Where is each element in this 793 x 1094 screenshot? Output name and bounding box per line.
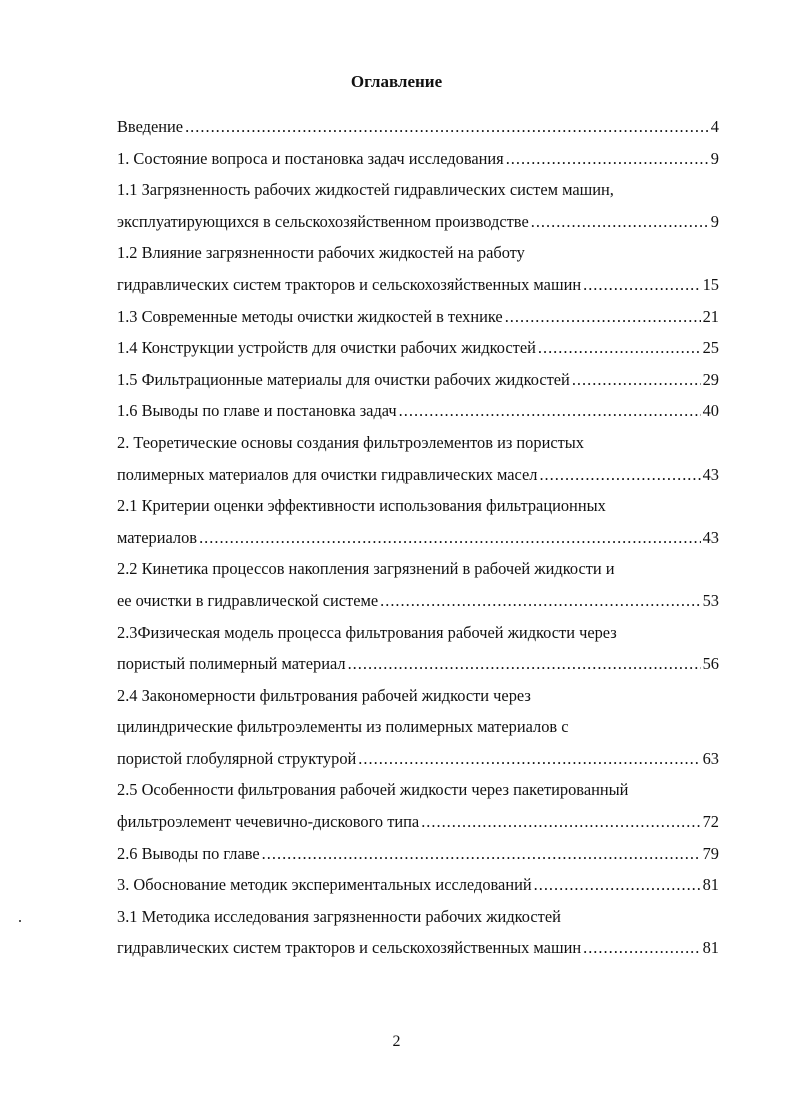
toc-page-number: 29 [702,369,719,389]
toc-entry-title: 1. Состояние вопроса и постановка задач исследования [117,148,504,168]
toc-entry [117,490,719,553]
toc-entry-leader-line [117,743,719,775]
toc-entry [117,774,719,837]
toc-entry-leader-line [117,269,719,301]
toc-entry-leader-line [117,522,719,554]
toc-page-number: 81 [702,875,719,895]
toc-entry-title: 3. Обоснование методик экспериментальных исследований [117,875,532,895]
toc-entry-line: 1.2 Влияние загрязненности рабочих жидкостей на работу [117,243,525,263]
dot-leader [539,459,700,491]
toc-entry [117,869,719,901]
toc-page-number: 25 [702,338,719,358]
toc-entry-title: ее очистки в гидравлической системе [117,590,379,610]
dot-leader [538,332,701,364]
toc-page-number: 15 [702,274,719,294]
toc-page-number: 53 [702,590,719,610]
toc-page-number: 21 [702,306,719,326]
dot-leader [199,522,701,554]
toc-entry-line: 2.1 Критерии оценки эффективности использования фильтрационных [117,496,606,516]
toc-entry [117,395,719,427]
toc-entry-line: 2.5 Особенности фильтрования рабочей жидкости через пакетированный [117,780,629,800]
toc-entry [117,680,719,775]
dot-leader [583,269,701,301]
scan-speck [19,920,21,922]
dot-leader [505,301,701,333]
toc-page-number: 63 [702,748,719,768]
toc-page-number: 81 [702,938,719,958]
toc-entry [117,838,719,870]
toc-entry-title: пористой глобулярной структурой [117,748,357,768]
toc-entry [117,174,719,237]
toc-entry-line: 2.2 Кинетика процессов накопления загрязнений в рабочей жидкости и [117,559,615,579]
toc-entry-title: 1.3 Современные методы очистки жидкостей в технике [117,306,503,326]
toc-entry [117,364,719,396]
toc-page-number: 79 [702,843,719,863]
toc-entry-leader-line [117,648,719,680]
toc-entry-leader-line [117,459,719,491]
dot-leader [534,869,701,901]
toc-page-number: 4 [710,117,719,136]
toc-page-number: 56 [702,654,719,674]
toc-entry [117,111,719,143]
toc-entry-leader-line [117,301,719,333]
dot-leader [531,206,709,238]
toc-entry-title: 1.4 Конструкции устройств для очистки рабочих жидкостей [117,338,536,358]
dot-leader [185,111,709,143]
dot-leader [506,143,709,175]
dot-leader [583,932,701,964]
toc-page-number: 43 [702,464,719,484]
toc-page-number: 43 [702,527,719,547]
toc-entry-title: гидравлических систем тракторов и сельскохозяйственных машин [117,274,582,294]
dot-leader [262,838,701,870]
toc-entry-line: 1.1 Загрязненность рабочих жидкостей гидравлических систем машин, [117,180,614,200]
toc-entry [117,143,719,175]
toc-page-number: 72 [702,812,719,832]
dot-leader [380,585,700,617]
dot-leader [348,648,701,680]
toc-entry-title: 1.5 Фильтрационные материалы для очистки рабочих жидкостей [117,369,570,389]
toc-entry-leader-line [117,585,719,617]
dot-leader [572,364,701,396]
toc-entry [117,237,719,300]
dot-leader [358,743,700,775]
toc-entry-line: цилиндрические фильтроэлементы из полимерных материалов с [117,717,569,737]
toc-entry-title: 1.6 Выводы по главе и постановка задач [117,401,397,421]
toc-entry-title: полимерных материалов для очистки гидравлических масел [117,464,538,484]
toc-page-number: 9 [710,148,719,168]
toc-entry-leader-line [117,364,719,396]
toc-entry [117,617,719,680]
toc-entry [117,332,719,364]
toc-entry-title: эксплуатирующихся в сельскохозяйственном производстве [117,211,529,231]
toc-entry-leader-line [117,111,719,143]
dot-leader [399,395,701,427]
toc-entry-leader-line [117,206,719,238]
toc-entry-leader-line [117,869,719,901]
toc-entry-leader-line [117,838,719,870]
page-title: Оглавление [350,72,443,91]
toc-entry [117,553,719,616]
toc-entry-line: 2.3Физическая модель процесса фильтрования рабочей жидкости через [117,622,617,642]
toc-entry-title: 2.6 Выводы по главе [117,843,260,863]
toc-entry-title: гидравлических систем тракторов и сельскохозяйственных машин [117,938,582,958]
dot-leader [421,806,700,838]
toc-entry-title: пористый полимерный материал [117,654,346,674]
toc-entry-line: 3.1 Методика исследования загрязненности рабочих жидкостей [117,906,561,926]
page-number: 2 [392,1033,401,1050]
toc-entry-title: материалов [117,527,198,547]
toc-entry-title: Введение [117,117,184,136]
table-of-contents [117,111,719,964]
toc-entry [117,301,719,333]
toc-entry [117,901,719,964]
toc-page-number: 40 [702,401,719,421]
toc-entry-leader-line [117,143,719,175]
toc-entry-leader-line [117,806,719,838]
toc-entry-leader-line [117,932,719,964]
toc-entry-leader-line [117,332,719,364]
toc-entry-line: 2.4 Закономерности фильтрования рабочей жидкости через [117,685,531,705]
toc-entry-line: 2. Теоретические основы создания фильтроэлементов из пористых [117,432,584,452]
toc-entry [117,427,719,490]
toc-entry-title: фильтроэлемент чечевично-дискового типа [117,812,420,832]
toc-entry-leader-line [117,395,719,427]
toc-page-number: 9 [710,211,719,231]
